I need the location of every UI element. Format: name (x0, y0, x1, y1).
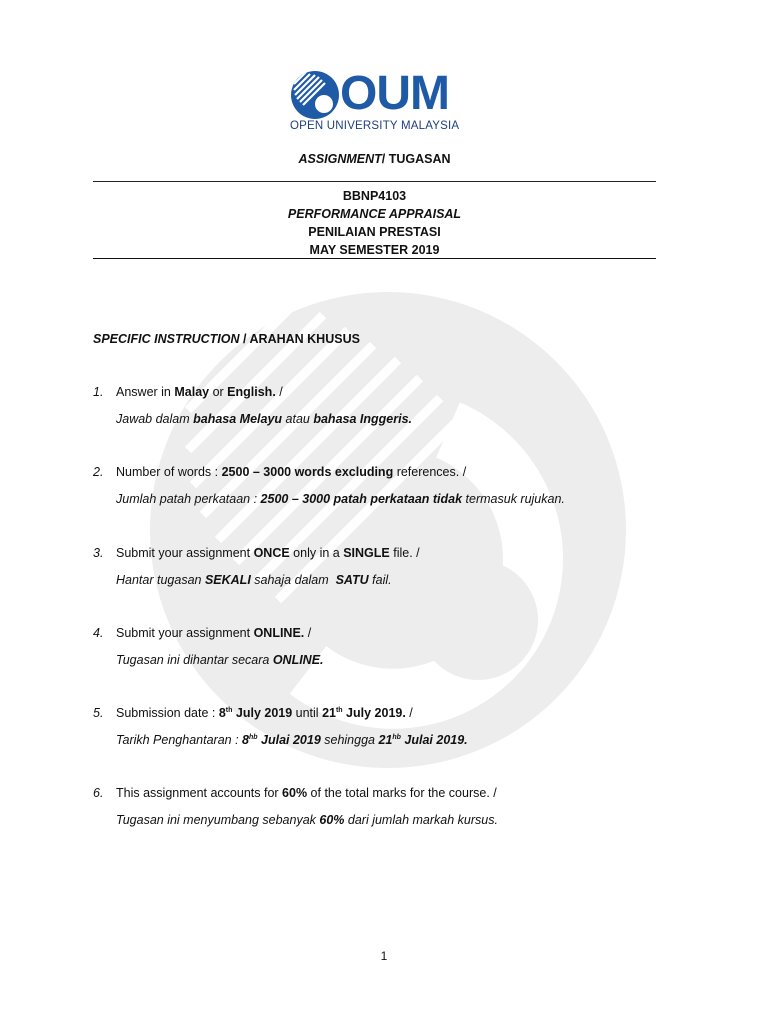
instruction-text-segment: SATU (335, 573, 369, 587)
instruction-number: 1. (93, 385, 104, 399)
header-underline (93, 181, 656, 182)
oum-watermark-icon (148, 290, 628, 770)
instruction-text-segment: / (405, 706, 413, 720)
instruction-text-segment: Tugasan ini dihantar secara (116, 653, 273, 667)
instruction-text-segment: ONCE (253, 546, 290, 560)
assignment-title (93, 152, 656, 166)
instruction-text-segment: file. / (389, 546, 420, 560)
instruction-text-segment: sahaja dalam (250, 573, 336, 587)
instruction-text-segment: Jumlah patah perkataan : (116, 492, 261, 506)
instruction-text-segment: th (335, 706, 343, 714)
instruction-number: 3. (93, 546, 104, 560)
instruction-number: 5. (93, 706, 104, 720)
instructions-heading-malay: ARAHAN KHUSUS (249, 332, 360, 346)
instruction-malay (116, 813, 498, 827)
instruction-text-segment: or (209, 385, 228, 399)
instruction-english (116, 546, 420, 560)
instructions-heading-english: SPECIFIC INSTRUCTION (93, 332, 240, 346)
instruction-text-segment: 21 (322, 706, 336, 720)
instruction-text-segment: Answer in (116, 385, 175, 399)
instruction-malay (116, 573, 392, 587)
instruction-text-segment: Submission date : (116, 706, 219, 720)
instruction-text-segment: 60% (282, 786, 308, 800)
instruction-text-segment: th (225, 706, 233, 714)
instruction-text-segment: of the total marks for the course. / (307, 786, 497, 800)
instruction-text-segment: ONLINE. (272, 653, 324, 667)
instruction-text-segment: July 2019 (232, 706, 293, 720)
logo-subtitle: OPEN UNIVERSITY MALAYSIA (290, 120, 460, 132)
instructions-heading (93, 332, 360, 346)
instruction-text-segment: Submit your assignment (116, 626, 254, 640)
logo-wordmark: OUM (340, 67, 449, 120)
instruction-text-segment: references. / (393, 465, 467, 479)
instruction-english (116, 786, 497, 800)
instruction-text-segment: Submit your assignment (116, 546, 254, 560)
page-number: 1 (380, 949, 388, 963)
instruction-text-segment: fail. (368, 573, 392, 587)
course-name-english: PERFORMANCE APPRAISAL (287, 207, 462, 221)
instruction-text-segment: only in a (289, 546, 344, 560)
instruction-english (116, 465, 466, 479)
course-code: BBNP4103 (342, 189, 407, 203)
instruction-text-segment: ONLINE. (253, 626, 305, 640)
instruction-text-segment: Jawab dalam (116, 412, 194, 426)
instruction-text-segment: SEKALI (204, 573, 251, 587)
instruction-number: 2. (93, 465, 104, 479)
instruction-text-segment: atau (282, 412, 314, 426)
instruction-text-segment: Tugasan ini menyumbang sebanyak (116, 813, 320, 827)
instruction-text-segment: 21 (378, 733, 393, 747)
instruction-number: 4. (93, 626, 104, 640)
instruction-english (116, 706, 413, 720)
oum-logo (290, 67, 470, 134)
instruction-text-segment: dari jumlah markah kursus. (344, 813, 498, 827)
instruction-malay (116, 492, 565, 506)
instruction-text-segment: 60% (319, 813, 345, 827)
instruction-text-segment: Malay (174, 385, 210, 399)
instruction-number: 6. (93, 786, 104, 800)
instruction-text-segment: English. (227, 385, 276, 399)
instruction-text-segment: / (304, 626, 312, 640)
instruction-english (116, 385, 283, 399)
title-english: ASSIGNMENT (298, 152, 382, 166)
semester: MAY SEMESTER 2019 (309, 243, 440, 257)
instructions-heading-separator: / (239, 332, 250, 346)
instruction-text-segment: 2500 – 3000 words excluding (221, 465, 394, 479)
instruction-text-segment: hb (248, 733, 258, 741)
instruction-text-segment: Julai 2019. (400, 733, 468, 747)
instruction-text-segment: 8 (218, 706, 226, 720)
instruction-malay (116, 653, 324, 667)
instruction-english (116, 626, 311, 640)
instruction-text-segment: July 2019. (342, 706, 406, 720)
instruction-text-segment: sehingga (320, 733, 379, 747)
instruction-text-segment: bahasa Inggeris. (313, 412, 412, 426)
oum-globe-icon (290, 70, 340, 120)
instruction-text-segment: termasuk rujukan. (462, 492, 565, 506)
instruction-text-segment: This assignment accounts for (116, 786, 283, 800)
title-malay: / TUGASAN (381, 152, 451, 166)
instruction-text-segment: / (275, 385, 283, 399)
instruction-text-segment: 2500 – 3000 patah perkataan tidak (260, 492, 463, 506)
instruction-text-segment: hb (392, 733, 401, 741)
instruction-text-segment: Number of words : (116, 465, 222, 479)
instruction-text-segment: bahasa Melayu (193, 412, 283, 426)
course-info (93, 187, 656, 259)
instruction-text-segment: Julai 2019 (257, 733, 321, 747)
instruction-malay (116, 733, 468, 747)
instruction-text-segment: Hantar tugasan (116, 573, 205, 587)
header-divider (93, 258, 656, 259)
instruction-malay (116, 412, 412, 426)
course-name-malay: PENILAIAN PRESTASI (308, 225, 441, 239)
instruction-text-segment: SINGLE (343, 546, 390, 560)
instruction-text-segment: Tarikh Penghantaran : (116, 733, 243, 747)
instruction-text-segment: until (292, 706, 323, 720)
instruction-text-segment: 8 (242, 733, 249, 747)
